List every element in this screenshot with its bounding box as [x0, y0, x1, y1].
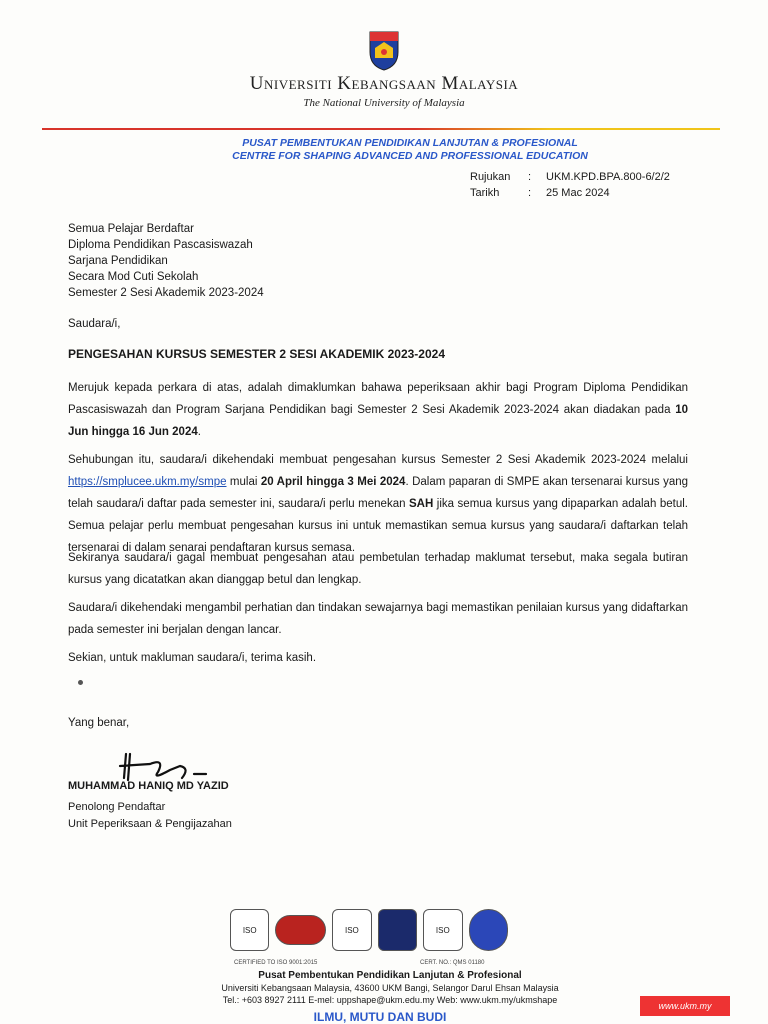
paragraph-4: Saudara/i dikehendaki mengambil perhatian dan tindakan sewajarnya bagi memastikan penilaian kursus yang didaftarkan pada semester ini berjalan dengan lancar. — [68, 602, 688, 636]
exam-dates: 10 Jun hingga 16 Jun 2024 — [68, 404, 688, 438]
paragraph-2: Sehubungan itu, saudara/i dikehendaki membuat pengesahan kursus Semester 2 Sesi Akademik 2023-2024 melalui https://smplucee.ukm.my/smpe mulai 20 April hingga 3 Mei 2024. Dalam paparan di SMPE akan tersenarai kursus yang telah saudara/i daftar pada semester ini, saudara/i perlu menekan SAH jika semua kursus yang dipaparkan adalah betul. Semua pelajar perlu membuat pengesahan kursus ini untuk memastikan semua kursus yang saudara/i daftarkan telah tersenarai di dalam senarai pendaftaran kursus semasa. — [68, 454, 689, 554]
salutation: Saudara/i, — [68, 318, 121, 330]
recipient-line: Secara Mod Cuti Sekolah — [68, 271, 199, 283]
footer-contact: Tel.: +603 8927 2111 E-mel: uppshape@ukm.edu.my Web: www.ukm.my/ukmshape — [222, 995, 558, 1005]
date-value: 25 Mac 2024 — [546, 187, 610, 199]
reference-colon: : — [528, 171, 532, 183]
signer-unit: Unit Peperiksaan & Pengijazahan — [68, 818, 232, 830]
letter-subject: PENGESAHAN KURSUS SEMESTER 2 SESI AKADEMIK 2023-2024 — [68, 347, 445, 361]
paragraph-3: Sekiranya saudara/i gagal membuat pengesahan atau pembetulan terhadap maklumat tersebut, maka segala butiran kursus yang dicatatkan akan dianggap betul dan lengkap. — [68, 552, 688, 586]
iso-cert-icon: ISO — [423, 909, 462, 951]
cert-caption-left: CERTIFIED TO ISO 9001:2015 — [234, 960, 318, 966]
confirmation-dates: 20 April hingga 3 Mei 2024 — [260, 476, 406, 488]
centre-name-english: CENTRE FOR SHAPING ADVANCED AND PROFESSIONAL EDUCATION — [232, 150, 588, 162]
date-label: Tarikh — [470, 187, 500, 199]
cert-badge-icon — [275, 915, 326, 945]
recipient-line: Semua Pelajar Berdaftar — [68, 223, 194, 235]
date-colon: : — [528, 187, 532, 199]
signer-position: Penolong Pendaftar — [68, 801, 166, 813]
university-name: Universiti Kebangsaan Malaysia — [249, 73, 519, 94]
centre-name-malay: PUSAT PEMBENTUKAN PENDIDIKAN LANJUTAN & PROFESIONAL — [242, 137, 578, 149]
paragraph-1: Merujuk kepada perkara di atas, adalah dimaklumkan bahawa peperiksaan akhir bagi Program Diploma Pendidikan Pascasiswazah dan Program Sarjana Pendidikan bagi Semester 2 Sesi Akademik 2023-2024 akan diadakan pada 10 Jun hingga 16 Jun 2024. — [68, 382, 688, 438]
footer-motto: ILMU, MUTU DAN BUDI — [313, 1010, 447, 1024]
cert-caption-right: CERT. NO.: QMS 01180 — [420, 960, 485, 966]
reference-value: UKM.KPD.BPA.800-6/2/2 — [546, 171, 670, 183]
closing: Yang benar, — [68, 717, 130, 729]
recipient-line: Semester 2 Sesi Akademik 2023-2024 — [68, 287, 264, 299]
ukm-crest-icon — [366, 28, 402, 72]
paragraph-5: Sekian, untuk makluman saudara/i, terima kasih. — [68, 652, 317, 664]
certification-logos — [230, 904, 508, 956]
iso-cert-icon: ISO — [332, 909, 371, 951]
sah-keyword: SAH — [409, 498, 434, 510]
header-rule — [42, 128, 720, 130]
stray-mark — [78, 680, 83, 685]
recipient-line: Diploma Pendidikan Pascasiswazah — [68, 239, 253, 251]
cert-mark-icon — [378, 909, 417, 951]
footer-centre-name: Pusat Pembentukan Pendidikan Lanjutan & Profesional — [258, 970, 522, 981]
signer-name: MUHAMMAD HANIQ MD YAZID — [68, 780, 229, 792]
smpe-link[interactable]: https://smplucee.ukm.my/smpe — [68, 476, 227, 488]
iso-cert-icon: ISO — [230, 909, 269, 951]
recipient-line: Sarjana Pendidikan — [68, 255, 168, 267]
web-badge[interactable]: www.ukm.my — [640, 996, 730, 1016]
globe-cert-icon — [469, 909, 508, 951]
reference-label: Rujukan — [470, 171, 511, 183]
recipient-address — [68, 221, 264, 301]
footer-address: Universiti Kebangsaan Malaysia, 43600 UKM Bangi, Selangor Darul Ehsan Malaysia — [221, 983, 559, 993]
university-subtitle: The National University of Malaysia — [303, 97, 465, 109]
